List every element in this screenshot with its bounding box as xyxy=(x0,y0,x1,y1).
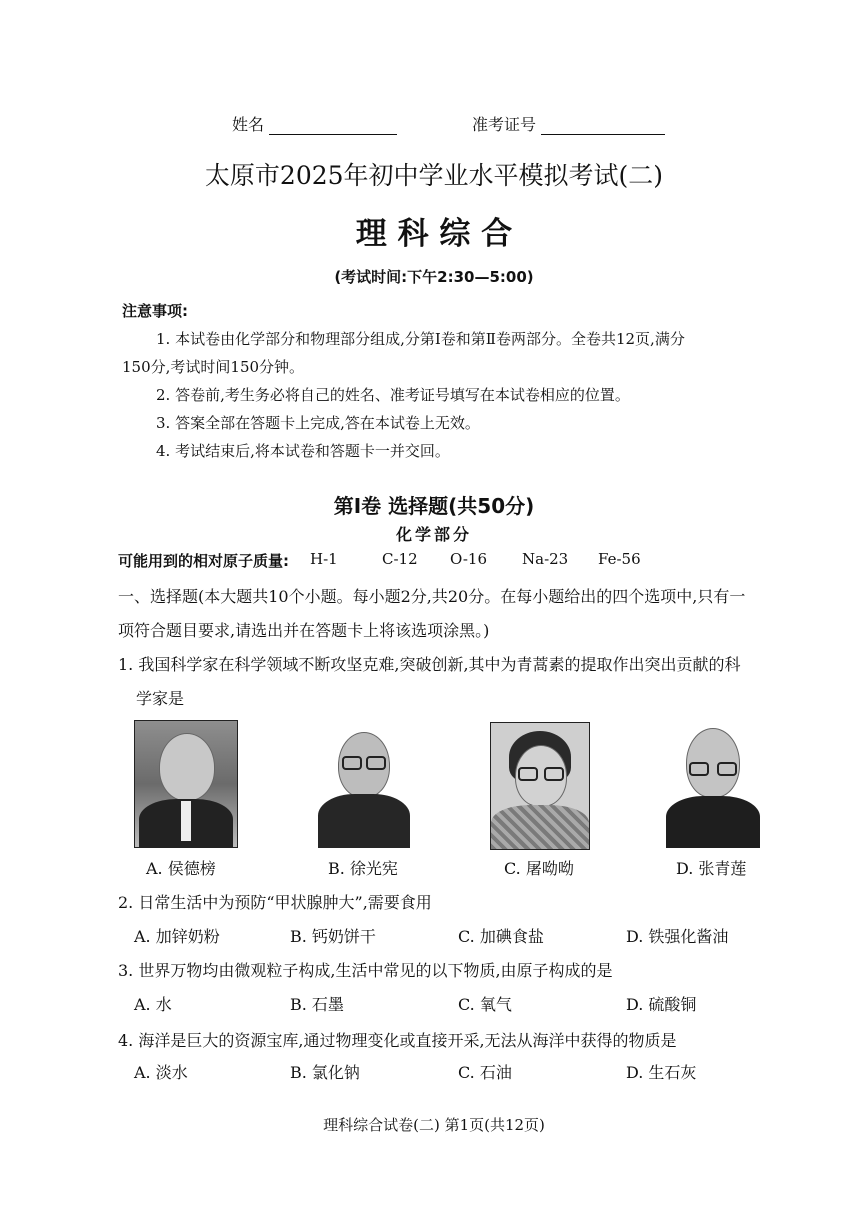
portrait-photo-b xyxy=(312,726,414,848)
question-1-option-c: C. 屠呦呦 xyxy=(504,859,574,878)
question-1-option-a: A. 侯德榜 xyxy=(146,859,216,878)
exam-time: (考试时间:下午2:30—5:00) xyxy=(334,268,534,286)
question-4-option-c: C. 石油 xyxy=(458,1063,512,1082)
question-2-option-d: D. 铁强化酱油 xyxy=(626,927,729,946)
subject-title: 理 科 综 合 xyxy=(355,216,513,252)
page-footer: 理科综合试卷(二) 第1页(共12页) xyxy=(323,1116,545,1134)
question-1-stem-cont: 学家是 xyxy=(136,689,185,708)
question-1-option-d: D. 张青莲 xyxy=(676,859,747,878)
note-item-3: 3. 答案全部在答题卡上完成,答在本试卷上无效。 xyxy=(156,414,480,432)
atomic-mass-fe: Fe-56 xyxy=(598,550,641,568)
question-3-option-c: C. 氧气 xyxy=(458,995,512,1014)
note-item-1: 1. 本试卷由化学部分和物理部分组成,分第Ⅰ卷和第Ⅱ卷两部分。全卷共12页,满分 xyxy=(156,330,685,348)
exam-id-blank xyxy=(541,114,665,135)
portrait-photo-c xyxy=(490,722,590,850)
atomic-mass-h: H-1 xyxy=(310,550,338,568)
name-label: 姓名 xyxy=(232,115,265,134)
question-3-option-b: B. 石墨 xyxy=(290,995,344,1014)
note-item-1-cont: 150分,考试时间150分钟。 xyxy=(122,358,305,376)
question-4-stem: 4. 海洋是巨大的资源宝库,通过物理变化或直接开采,无法从海洋中获得的物质是 xyxy=(118,1031,677,1050)
notes-heading: 注意事项: xyxy=(122,302,188,320)
atomic-mass-c: C-12 xyxy=(382,550,418,568)
question-2-option-a: A. 加锌奶粉 xyxy=(134,927,220,946)
atomic-mass-o: O-16 xyxy=(450,550,488,568)
atomic-mass-label: 可能用到的相对原子质量: xyxy=(118,552,289,570)
question-1-option-b: B. 徐光宪 xyxy=(328,859,398,878)
question-3-option-d: D. 硫酸铜 xyxy=(626,995,697,1014)
id-field-row xyxy=(472,112,665,135)
name-blank xyxy=(269,114,397,135)
section-instruction-cont: 项符合题目要求,请选出并在答题卡上将该选项涂黑。) xyxy=(118,621,490,640)
question-4-option-a: A. 淡水 xyxy=(134,1063,188,1082)
atomic-mass-na: Na-23 xyxy=(522,550,569,568)
section-title: 第Ⅰ卷 选择题(共50分) xyxy=(333,494,535,518)
question-4-option-d: D. 生石灰 xyxy=(626,1063,697,1082)
section-instruction: 一、选择题(本大题共10个小题。每小题2分,共20分。在每小题给出的四个选项中,只有一 xyxy=(118,587,746,606)
question-2-option-c: C. 加碘食盐 xyxy=(458,927,544,946)
note-item-4: 4. 考试结束后,将本试卷和答题卡一并交回。 xyxy=(156,442,450,460)
name-field-row xyxy=(232,112,397,135)
question-4-option-b: B. 氯化钠 xyxy=(290,1063,360,1082)
exam-id-label: 准考证号 xyxy=(472,115,537,134)
question-3-stem: 3. 世界万物均由微观粒子构成,生活中常见的以下物质,由原子构成的是 xyxy=(118,961,613,980)
chemistry-part-title: 化学部分 xyxy=(395,525,472,544)
question-2-option-b: B. 钙奶饼干 xyxy=(290,927,376,946)
portrait-photo-d xyxy=(662,722,762,848)
portrait-photo-a xyxy=(134,720,238,848)
note-item-2: 2. 答卷前,考生务必将自己的姓名、准考证号填写在本试卷相应的位置。 xyxy=(156,386,630,404)
question-3-option-a: A. 水 xyxy=(134,995,172,1014)
exam-title: 太原市2025年初中学业水平模拟考试(二) xyxy=(204,161,664,190)
question-1-stem: 1. 我国科学家在科学领域不断攻坚克难,突破创新,其中为青蒿素的提取作出突出贡献的科 xyxy=(118,655,741,674)
question-2-stem: 2. 日常生活中为预防“甲状腺肿大”,需要食用 xyxy=(118,893,432,912)
